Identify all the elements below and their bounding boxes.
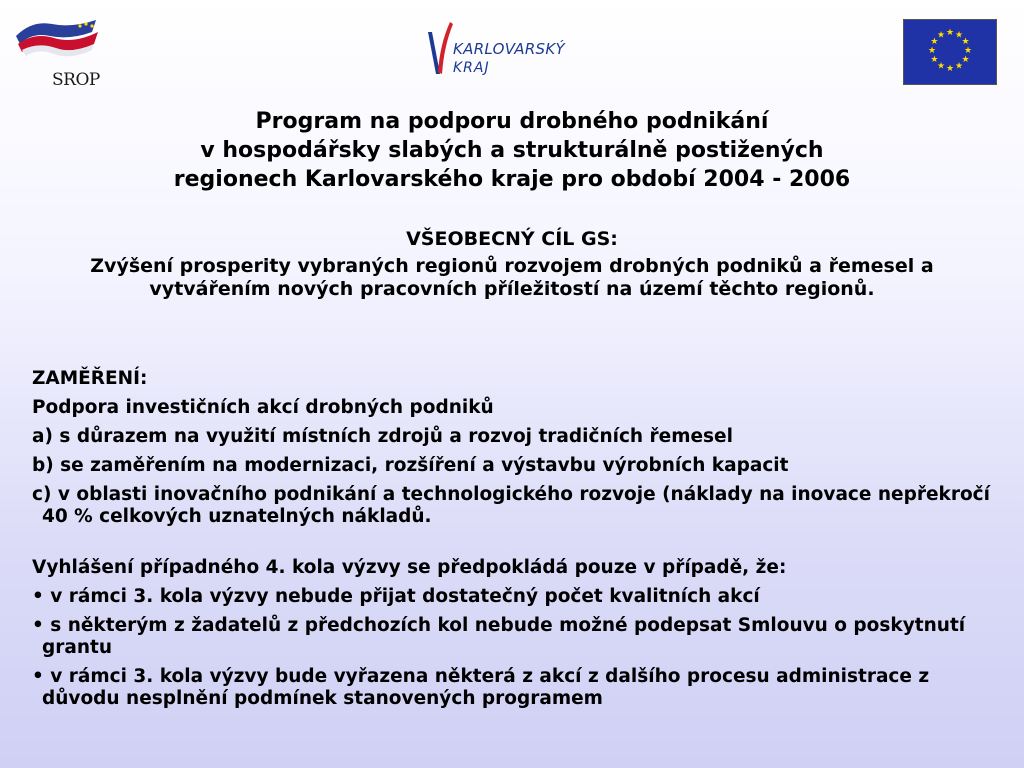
eu-stars-icon <box>904 20 996 84</box>
title-line-2: v hospodářsky slabých a strukturálně postižených <box>200 138 824 163</box>
announcement-intro: Vyhlášení případného 4. kola výzvy se předpokládá pouze v případě, že: <box>32 557 787 578</box>
svg-text:★: ★ <box>963 46 973 56</box>
svg-text:★: ★ <box>930 37 939 47</box>
svg-text:★: ★ <box>954 30 964 41</box>
svg-text:★: ★ <box>927 46 937 56</box>
svg-text:★: ★ <box>930 55 939 65</box>
title-line-3: regionech Karlovarského kraje pro období 2004 - 2006 <box>173 167 851 192</box>
announcement-bullet-3: • v rámci 3. kola výzvy bude vyřazena některá z akcí z dalšího procesu administrace z důvodu nesplnění podmínek stanovených programem <box>32 666 930 709</box>
general-goal-section <box>50 228 974 301</box>
focus-item-a: a) s důrazem na využití místních zdrojů a rozvoj tradičních řemesel <box>32 426 733 447</box>
svg-text:★: ★ <box>945 28 955 38</box>
kraj-swoosh-icon <box>424 18 454 82</box>
title-line-1: Program na podporu drobného podnikání <box>255 109 769 134</box>
svg-text:★: ★ <box>936 61 946 72</box>
focus-item-c: c) v oblasti inovačního podnikání a technologického rozvoje (náklady na inovace nepřekročí 40 % celkových uznatelných nákladů. <box>32 484 990 527</box>
svg-text:★: ★ <box>954 61 964 72</box>
goal-heading: VŠEOBECNÝ CÍL GS: <box>406 228 618 250</box>
announcement-bullet-2: • s některým z žadatelů z předchozích kol nebude možné podepsat Smlouvu o poskytnutí grantu <box>32 615 966 658</box>
kraj-logo-line1: KARLOVARSKÝ <box>453 40 565 58</box>
focus-section <box>32 368 992 717</box>
svg-text:★: ★ <box>936 30 946 41</box>
srop-logo-text: SROP <box>52 70 100 90</box>
focus-intro: Podpora investičních akcí drobných podniků <box>32 397 494 418</box>
eu-flag <box>904 20 996 84</box>
karlovarsky-kraj-logo <box>424 18 599 82</box>
focus-item-b: b) se zaměřením na modernizaci, rozšíření a výstavbu výrobních kapacit <box>32 455 789 476</box>
goal-text: Zvýšení prosperity vybraných regionů rozvojem drobných podniků a řemesel a vytvářením nových pracovních příležitostí na území těchto regionů. <box>90 255 934 300</box>
srop-logo <box>12 14 104 90</box>
section-spacer <box>32 535 992 557</box>
focus-heading: ZAMĚŘENÍ: <box>32 368 148 389</box>
svg-text:★: ★ <box>945 64 955 74</box>
announcement-bullet-1: • v rámci 3. kola výzvy nebude přijat dostatečný počet kvalitních akcí <box>32 586 760 607</box>
svg-text:★: ★ <box>961 37 970 47</box>
page-title <box>80 107 944 194</box>
srop-emblem-icon <box>12 14 104 64</box>
svg-text:★: ★ <box>961 55 970 65</box>
kraj-logo-line2: KRAJ <box>453 60 490 76</box>
